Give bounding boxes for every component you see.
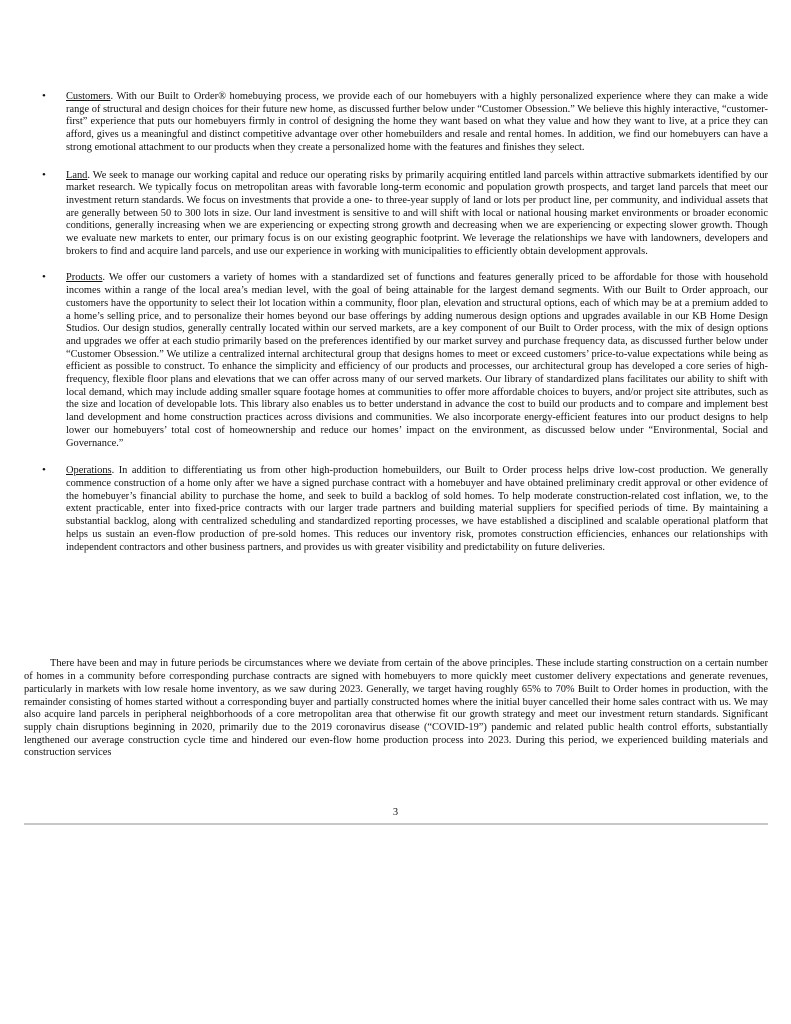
bullet-marker: •: [42, 271, 46, 284]
bullet-marker: •: [42, 90, 46, 102]
bullet-land: [40, 170, 768, 259]
page-divider: [24, 823, 768, 825]
bullet-term-operations: Operations: [66, 465, 112, 477]
bullet-term-land: Land: [66, 169, 88, 181]
bullet-text-land: . We seek to manage our working capital and reduce our operating risks by primarily acquiring entitled land parcels within attractive submarkets identified by our market research. We typically focus on metropolitan areas with favorable long-term economic and population growth prospects, and target land parcels that meet our investment return standards. We focus on investments that provide a one- to three-year supply of land or lots per product line, per community, and individual assets that are generally between 50 to 300 lots in size. Our land investment is sensitive to and will shift with local or national housing market environments or broader economic conditions, generally increasing when we are experiencing or expecting strong growth and decreasing when we are experiencing or expecting slower growth. Though we evaluate new markets to enter, our primary focus is on our existing geographic footprint. We leverage the relationships we have with landowners, developers and brokers to find and acquire land parcels, and use our experience in working with municipalities to efficiently obtain development approvals.: [66, 169, 768, 257]
bullet-text-customers: . With our Built to Order® homebuying process, we provide each of our homebuyers with a highly personalized experience where they can make a wide range of structural and design choices for their future new home, as discussed further below under “Customer Obsession.” We believe this highly interactive, “customer-first” experience that puts our homebuyers firmly in control of designing the home they want based on what they value and how they want to live, at a price they can afford, gives us a meaningful and distinct competitive advantage over other homebuilders and resale and rental homes. In addition, we find our homebuyers can have a strong emotional attachment to our products when they create a personalized home with the features and finishes they select.: [66, 91, 768, 153]
bullet-text-products: . We offer our customers a variety of homes with a standardized set of functions and features generally priced to be affordable for those with household incomes within a range of the local area’s median level, with the goal of being attainable for the largest demand segments. With our Built to Order approach, our customers have the opportunity to select their lot location within a community, floor plan, elevation and structural options, each of which may be at a premium added to a home’s selling price, and to personalize their homes beyond our base offerings by adding numerous design options and upgrades available in our KB Home Design Studios. Our design studios, generally centrally located within our served markets, are a key component of our Built to Order process, with the mix of design options and upgrades we offer at each studio primarily based on the preferences identified by our market survey and purchase frequency data, as discussed further below under “Customer Obsession.” We utilize a centralized internal architectural group that designs homes to meet or exceed customers’ price-to-value expectations while being as efficient as possible to construct. To enhance the simplicity and efficiency of our products and processes, our architectural group has developed a core series of high-frequency, flexible floor plans and elevations that we can offer across many of our served markets. Our library of standardized plans facilitates our ability to shift with local demand, which may include adding smaller square footage homes at communities to offer more affordable choices to buyers, and/or project site attributes, such as the size and location of developable lots. This library also enables us to better understand in advance the cost to build our products and to compare and implement best land development and home construction practices across divisions and communities. We also incorporate energy-efficient features into our product designs to help lower our homebuyers’ total cost of homeownership and reduce our homes’ impact on the environment, as discussed below under “Environmental, Social and Governance.”: [66, 272, 768, 449]
bullet-term-customers: Customers: [66, 91, 111, 102]
closing-paragraph: There have been and may in future periods be circumstances where we deviate from certain of the above principles. These include starting construction on a certain number of homes in a community before corresponding purchase contracts are signed with homebuyers to more quickly meet customer delivery expectations and generate revenues, particularly in markets with low resale home inventory, as we saw during 2023. Generally, we target having roughly 65% to 70% Built to Order homes in production, with the remainder consisting of homes started without a corresponding buyer and partially constructed homes where the initial buyer cancelled their home sales contract with us. We may also acquire land parcels in peripheral neighborhoods of a core metropolitan area that otherwise fit our growth strategy and meet our investment return standards. Significant supply chain disruptions beginning in 2020, primarily due to the 2019 coronavirus disease (“COVID-19”) pandemic and related public health control efforts, substantially lengthened our average construction cycle time and hindered our even-flow home production process into 2023. During this period, we experienced building materials and construction services: [24, 658, 768, 759]
bullet-term-products: Products: [66, 272, 103, 284]
bullet-operations: [40, 465, 768, 554]
bullet-products: [40, 272, 768, 450]
page-number: 3: [392, 807, 399, 818]
bullet-text-operations: . In addition to differentiating us from other high-production homebuilders, our Built to Order process helps drive low-cost production. We generally commence construction of a home only after we have a signed purchase contract with a homebuyer and have obtained preliminary credit approval or other evidence of the homebuyer’s financial ability to purchase the home, and seek to build a backlog of sold homes. To help moderate construction-related cost inflation, we, to the extent practicable, enter into fixed-price contracts with our larger trade partners and building material suppliers for specified periods of time. By maintaining a substantial backlog, along with centralized scheduling and standardized reporting processes, we have established a disciplined and scalable operational platform that helps us sustain an even-flow production of pre-sold homes. This reduces our inventory risk, promotes construction efficiencies, enhances our relationships with independent contractors and other business partners, and provides us with greater visibility and predictability on future deliveries.: [66, 465, 768, 553]
bullet-marker: •: [42, 464, 46, 477]
bullet-marker: •: [42, 168, 46, 181]
bullet-list: [40, 91, 768, 569]
bullet-customers: [40, 91, 768, 155]
